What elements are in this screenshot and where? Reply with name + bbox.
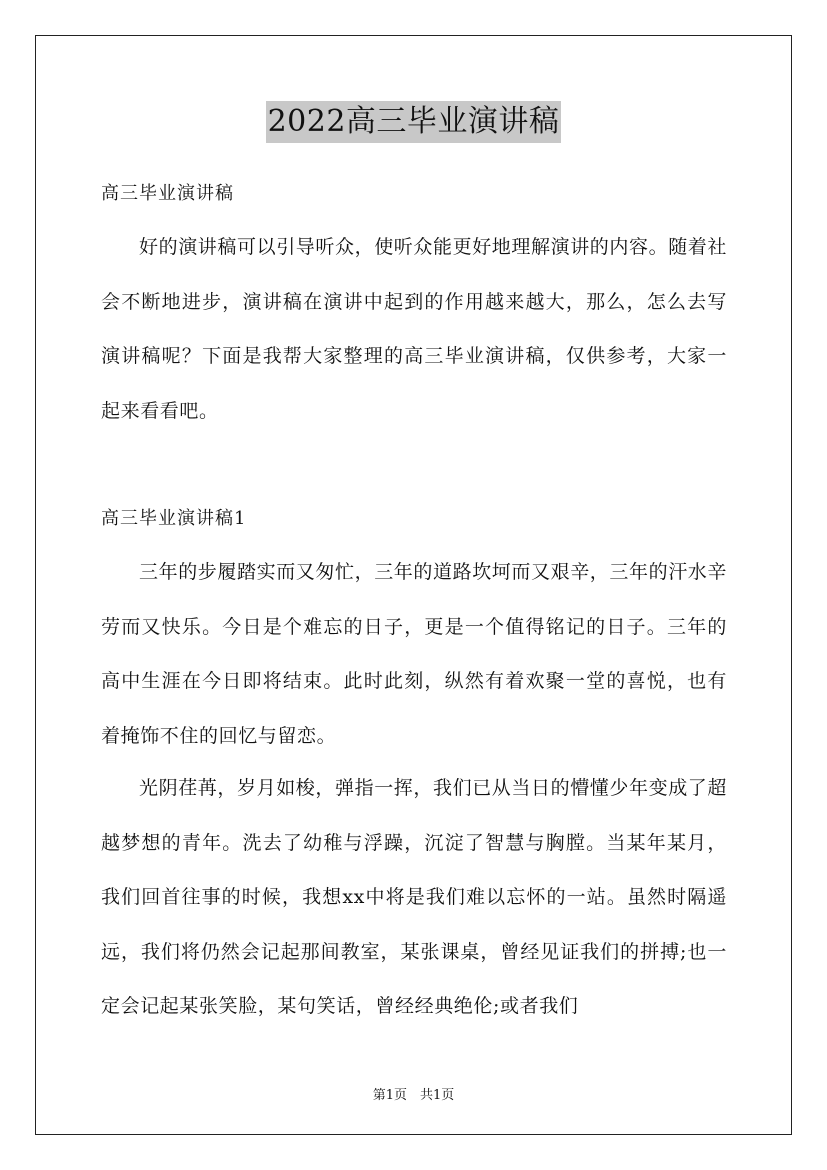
page-footer: 第1页 共1页 <box>372 1088 455 1103</box>
intro-paragraph: 好的演讲稿可以引导听众，使听众能更好地理解演讲的内容。随着社会不断地进步，演讲稿在演讲中起到的作用越来越大，那么，怎么去写演讲稿呢？下面是我帮大家整理的高三毕业演讲稿，仅供参考，大家一起来看看吧。 <box>101 236 728 422</box>
section1-heading: 高三毕业演讲稿1 <box>101 508 247 529</box>
title-container <box>0 101 827 143</box>
section1-paragraph-1: 三年的步履踏实而又匆忙，三年的道路坎坷而又艰辛，三年的汗水辛劳而又快乐。今日是个难忘的日子，更是一个值得铭记的日子。三年的高中生涯在今日即将结束。此时此刻，纵然有着欢聚一堂的喜悦，也有着掩饰不住的回忆与留恋。 <box>101 561 728 747</box>
subtitle-heading: 高三毕业演讲稿 <box>101 183 234 204</box>
section1-paragraph-2: 光阴荏苒，岁月如梭，弹指一挥，我们已从当日的懵懂少年变成了超越梦想的青年。洗去了幼稚与浮躁，沉淀了智慧与胸膛。当某年某月，我们回首往事的时候，我想xx中将是我们难以忘怀的一站。虽然时隔遥远，我们将仍然会记起那间教室，某张课桌，曾经见证我们的拼搏;也一定会记起某张笑脸，某句笑话，曾经经典绝伦;或者我们 <box>101 777 728 1017</box>
document-title: 2022高三毕业演讲稿 <box>266 101 562 143</box>
